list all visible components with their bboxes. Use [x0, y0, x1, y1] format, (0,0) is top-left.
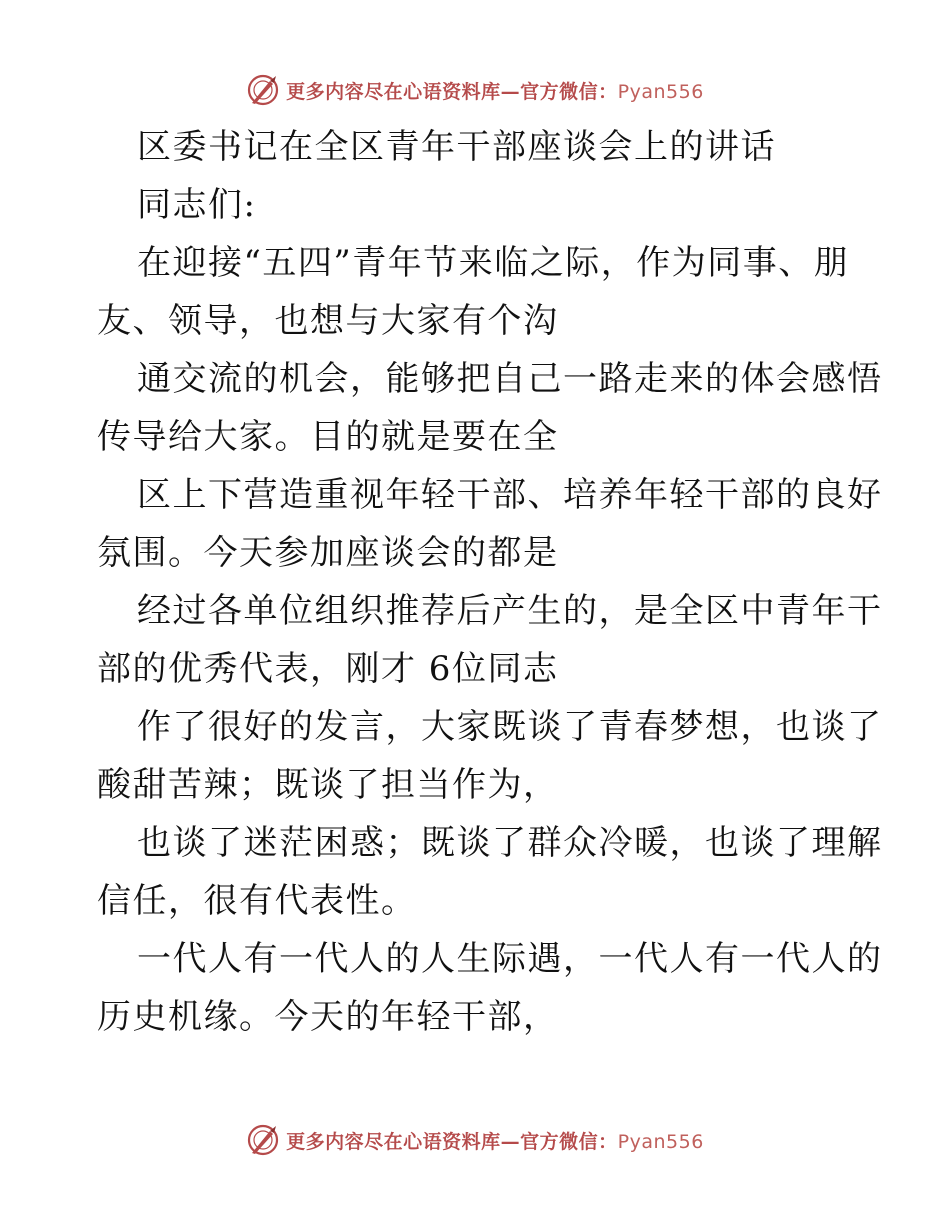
body-line: 传导给大家。目的就是要在全: [97, 417, 559, 457]
quill-logo-icon: [246, 1123, 280, 1157]
body-line: 经过各单位组织推荐后产生的，是全区中青年干: [137, 591, 883, 631]
banner-text: 更多内容尽在心语资料库—官方微信：Pyan556: [286, 1130, 704, 1153]
body-line: 酸甜苦辣；既谈了担当作为，: [97, 765, 559, 805]
body-line: 区上下营造重视年轻干部、培养年轻干部的良好: [137, 475, 883, 515]
body-line: 信任，很有代表性。: [97, 881, 417, 921]
header-banner: [0, 70, 950, 110]
body-paragraphs: [97, 234, 883, 1046]
body-line: 部的优秀代表，刚才 6位同志: [97, 649, 559, 689]
quill-logo-icon: [246, 73, 280, 107]
body-line: 也谈了迷茫困惑；既谈了群众冷暖，也谈了理解: [137, 823, 883, 863]
banner-text: 更多内容尽在心语资料库—官方微信：Pyan556: [286, 80, 704, 103]
wechat-id: Pyan556: [617, 80, 704, 103]
footer-banner: [0, 1120, 950, 1160]
body-line: 氛围。今天参加座谈会的都是: [97, 533, 559, 573]
body-line: 作了很好的发言，大家既谈了青春梦想，也谈了: [137, 707, 883, 747]
body-line: 历史机缘。今天的年轻干部，: [97, 997, 559, 1037]
wechat-id: Pyan556: [617, 1130, 704, 1153]
document-title: 区委书记在全区青年干部座谈会上的讲话: [137, 127, 776, 167]
body-line: 通交流的机会，能够把自己一路走来的体会感悟: [137, 359, 883, 399]
body-line: 友、领导，也想与大家有个沟: [97, 301, 559, 341]
salutation: 同志们:: [137, 185, 257, 225]
document-body: [97, 118, 883, 1046]
body-line: 一代人有一代人的人生际遇，一代人有一代人的: [137, 939, 883, 979]
body-line: 在迎接“五四”青年节来临之际，作为同事、朋: [137, 243, 850, 283]
